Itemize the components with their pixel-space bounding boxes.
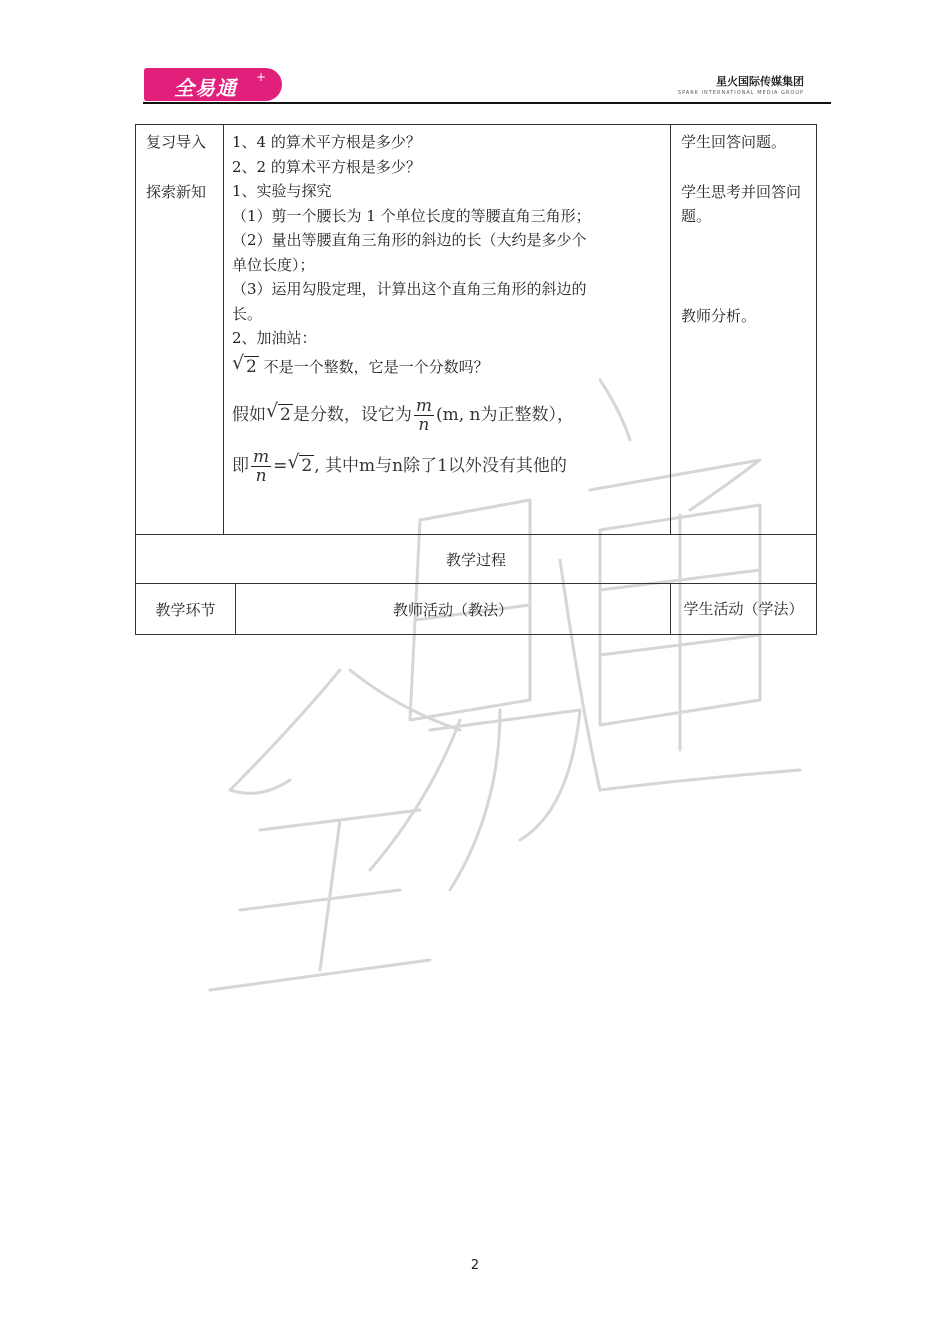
section-explore: 探索新知 [146, 182, 207, 201]
teacher-analysis-note: 教师分析。 [681, 306, 757, 325]
assumption-line: 假如 √ 2 是分数，设它为 $\frac{m}{n}$ (m, n为正整数）， [232, 396, 574, 435]
section-column [136, 125, 224, 535]
logo-text: 全易通 [174, 76, 237, 100]
section-review: 复习导入 [146, 133, 207, 151]
student-explore-activity: 学生思考并回答问题。 [681, 182, 802, 225]
explore-step-3a: （3）运用勾股定理，计算出这个直角三角形的斜边的 [232, 280, 587, 298]
process-col-student: 学生活动（学法） [671, 584, 817, 635]
process-col-teacher: 教师活动（教法） [236, 584, 671, 635]
lesson-table [135, 124, 817, 635]
teacher-activity-column [224, 125, 671, 535]
student-review-activity: 学生回答问题。 [681, 133, 787, 151]
sqrt-question-text: 不是一个整数，它是一个分数吗？ [263, 357, 489, 376]
process-title: 教学过程 [136, 535, 817, 584]
process-col-stage: 教学环节 [136, 584, 236, 635]
publisher-name-en: SPARK INTERNATIONAL MEDIA GROUP [677, 90, 804, 96]
review-question-2: 2、2 的算术平方根是多少？ [232, 157, 421, 176]
logo-star-icon: + [256, 70, 267, 84]
process-header-row [136, 584, 817, 635]
page-number: 2 [470, 1258, 480, 1273]
brand-logo [144, 68, 282, 101]
explore-title: 1、实验与探究 [232, 182, 332, 200]
publisher-brand [678, 73, 804, 96]
equation-line: 即 $\frac{m}{n}$ = √ 2 , 其中m与n除了1以外没有其他的 [232, 447, 567, 486]
fraction-m-over-n: $\frac{m}{n}$ [253, 447, 270, 486]
student-activity-column [671, 125, 817, 535]
page-header [140, 66, 832, 104]
header-divider [143, 102, 831, 104]
explore-step-1: （1）剪一个腰长为 1 个单位长度的等腰直角三角形； [232, 206, 591, 225]
process-title-row [136, 535, 817, 584]
station-title: 2、加油站： [232, 329, 317, 347]
sqrt-question [232, 351, 664, 380]
sqrt-two: √ 2 [266, 400, 291, 425]
explore-step-3b: 长。 [232, 304, 263, 323]
sqrt-two: √ 2 [232, 351, 257, 377]
sqrt-two: √ 2 [287, 451, 313, 476]
explore-step-2b: 单位长度）； [232, 255, 315, 274]
publisher-name: 星火国际传媒集团 [716, 75, 804, 88]
explore-step-2a: （2）量出等腰直角三角形的斜边的长（大约是多少个 [232, 231, 587, 249]
content-row [136, 125, 817, 535]
fraction-m-over-n: $\frac{m}{n}$ [415, 396, 432, 435]
review-question-1: 1、4 的算术平方根是多少？ [232, 133, 421, 151]
